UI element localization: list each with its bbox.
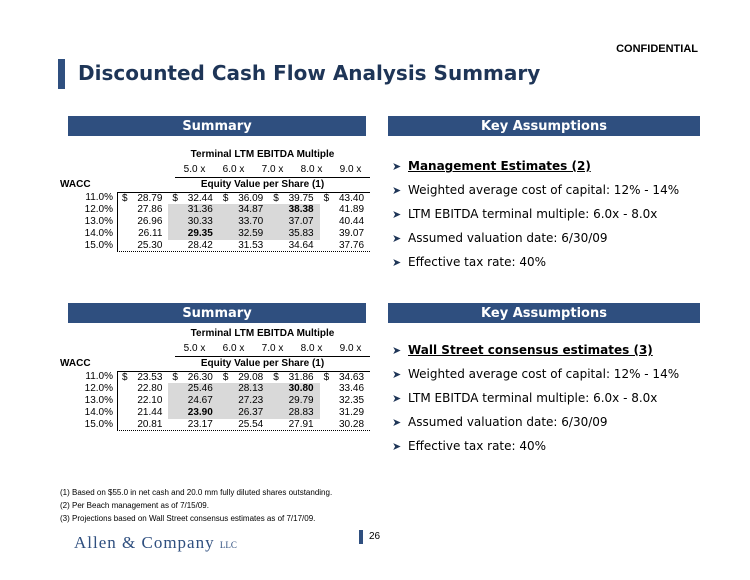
table-cell: 39.07 — [339, 228, 365, 239]
page-title: Discounted Cash Flow Analysis Summary — [78, 61, 541, 85]
table-row — [60, 240, 370, 252]
table-cell-highlighted: 35.83 — [269, 228, 319, 240]
table-cell-highlighted: 33.70 — [219, 216, 269, 228]
bullet-text: Weighted average cost of capital: 12% - 14% — [408, 367, 680, 381]
arrow-bullet-icon: ➤ — [392, 183, 402, 197]
key-assumptions-list-2 — [392, 338, 702, 458]
table-cell: 23.17 — [187, 419, 213, 430]
wacc-rate: 13.0% — [84, 216, 113, 227]
terminal-multiple-header: Terminal LTM EBITDA Multiple — [190, 328, 335, 339]
table-cell-highlighted: 37.07 — [269, 216, 319, 228]
currency-symbol: $ — [122, 193, 128, 204]
equity-value-header: Equity Value per Share (1) — [200, 358, 325, 369]
multiple-col: 6.0 x — [222, 343, 245, 354]
multiple-col: 5.0 x — [183, 164, 206, 175]
wacc-header-row — [60, 178, 370, 192]
currency-symbol: $ — [323, 193, 330, 204]
arrow-bullet-icon: ➤ — [392, 207, 402, 221]
bullet-item — [392, 202, 702, 226]
footnotes — [60, 486, 332, 525]
multiple-col: 7.0 x — [261, 164, 284, 175]
multiple-col: 8.0 x — [300, 343, 323, 354]
table-cell-highlighted: 34.87 — [219, 204, 269, 216]
multiple-columns — [175, 162, 370, 178]
wacc-rate: 14.0% — [84, 228, 113, 239]
equity-value-table-1 — [60, 148, 370, 252]
title-accent-bar — [58, 59, 65, 89]
confidential-label: CONFIDENTIAL — [616, 43, 698, 55]
table-cell: 31.53 — [238, 240, 264, 251]
cell-value: 32.44 — [187, 193, 213, 204]
table-row — [60, 419, 370, 431]
table-cell — [219, 372, 269, 383]
cell-value: 29.08 — [238, 372, 264, 383]
cell-value: 34.63 — [339, 372, 365, 383]
wacc-rate: 14.0% — [84, 407, 113, 418]
multiple-col: 8.0 x — [300, 164, 323, 175]
table-row — [60, 395, 370, 407]
wacc-label: WACC — [60, 179, 91, 190]
currency-symbol: $ — [222, 372, 229, 383]
table-cell: 22.80 — [137, 383, 163, 394]
page-number-accent — [359, 530, 363, 544]
table-cell: 34.64 — [288, 240, 314, 251]
table-cell-highlighted: 30.33 — [168, 216, 218, 228]
bullet-text: Effective tax rate: 40% — [408, 439, 547, 453]
wacc-rate: 15.0% — [84, 240, 113, 251]
bullet-item — [392, 410, 702, 434]
bullet-text: Assumed valuation date: 6/30/09 — [408, 231, 608, 245]
bullet-item — [392, 178, 702, 202]
table-cell-highlighted: 30.80 — [269, 383, 319, 395]
bullet-text: Effective tax rate: 40% — [408, 255, 547, 269]
footnote: (3) Projections based on Wall Street consensus estimates as of 7/17/09. — [60, 514, 316, 523]
cell-value: 23.53 — [137, 372, 163, 383]
bullet-heading — [392, 338, 702, 362]
multiple-col: 9.0 x — [339, 164, 362, 175]
table-row — [60, 192, 370, 204]
wacc-header-row — [60, 357, 370, 371]
currency-symbol: $ — [172, 193, 178, 204]
table-cell-highlighted: 32.59 — [219, 228, 269, 240]
cell-value: 39.75 — [288, 193, 314, 204]
currency-symbol: $ — [172, 372, 178, 383]
table-cell-highlighted: 28.83 — [269, 407, 319, 419]
equity-value-header: Equity Value per Share (1) — [200, 179, 325, 190]
bullet-item — [392, 386, 702, 410]
summary-header-2: Summary — [68, 303, 366, 323]
cell-value: 36.09 — [238, 193, 264, 204]
company-logo — [74, 533, 237, 553]
cell-value: 43.40 — [339, 193, 365, 204]
table-cell — [269, 193, 319, 204]
table-cell: 28.42 — [187, 240, 213, 251]
table-row — [60, 371, 370, 383]
wacc-rate: 15.0% — [84, 419, 113, 430]
wacc-label: WACC — [60, 358, 91, 369]
equity-value-table-2 — [60, 327, 370, 431]
summary-header-1: Summary — [68, 116, 366, 136]
key-assumptions-header-2: Key Assumptions — [388, 303, 700, 323]
table-cell-highlighted: 27.23 — [219, 395, 269, 407]
table-cell — [269, 372, 319, 383]
footnote: (1) Based on $55.0 in net cash and 20.0 mm fully diluted shares outstanding. — [60, 488, 333, 497]
table-cell: 30.28 — [339, 419, 365, 430]
table-cell-highlighted: 38.38 — [269, 204, 319, 216]
table-row — [60, 216, 370, 228]
bullet-text: LTM EBITDA terminal multiple: 6.0x - 8.0x — [408, 207, 658, 221]
currency-symbol: $ — [323, 372, 330, 383]
table-row — [60, 383, 370, 395]
table-cell — [168, 372, 218, 383]
cell-value: 26.30 — [187, 372, 213, 383]
table-cell-highlighted: 29.79 — [269, 395, 319, 407]
logo-suffix: LLC — [219, 540, 237, 550]
multiple-col: 9.0 x — [339, 343, 362, 354]
table-cell: 20.81 — [137, 419, 163, 430]
table-cell — [118, 193, 168, 204]
arrow-bullet-icon: ➤ — [392, 391, 402, 405]
table-cell: 25.54 — [238, 419, 264, 430]
currency-symbol: $ — [273, 372, 279, 383]
arrow-bullet-icon: ➤ — [392, 367, 402, 381]
page-number: 26 — [369, 531, 381, 542]
arrow-bullet-icon: ➤ — [392, 159, 402, 173]
table-cell-highlighted: 29.35 — [168, 228, 218, 240]
currency-symbol: $ — [222, 193, 229, 204]
table-cell: 27.91 — [288, 419, 314, 430]
multiple-columns — [175, 341, 370, 357]
currency-symbol: $ — [122, 372, 128, 383]
wacc-rate: 12.0% — [84, 204, 113, 215]
table-cell: 27.86 — [137, 204, 163, 215]
table-cell — [320, 193, 370, 204]
cell-value: 28.79 — [137, 193, 163, 204]
table-cell: 21.44 — [137, 407, 163, 418]
arrow-bullet-icon: ➤ — [392, 415, 402, 429]
arrow-bullet-icon: ➤ — [392, 255, 402, 269]
bullet-item — [392, 226, 702, 250]
multiple-col: 6.0 x — [222, 164, 245, 175]
table-cell: 31.29 — [339, 407, 365, 418]
table-cell: 25.30 — [137, 240, 163, 251]
bullet-heading-text: Management Estimates (2) — [408, 159, 591, 173]
wacc-rate: 12.0% — [84, 383, 113, 394]
wacc-rate: 13.0% — [84, 395, 113, 406]
bullet-item — [392, 362, 702, 386]
table-cell-highlighted: 24.67 — [168, 395, 218, 407]
arrow-bullet-icon: ➤ — [392, 231, 402, 245]
key-assumptions-header-1: Key Assumptions — [388, 116, 700, 136]
table-cell: 26.96 — [137, 216, 163, 227]
table-row — [60, 204, 370, 216]
table-row — [60, 228, 370, 240]
wacc-rate: 11.0% — [85, 192, 113, 203]
logo-name: Allen & Company — [74, 533, 215, 552]
table-cell-highlighted: 23.90 — [168, 407, 218, 419]
key-assumptions-list-1 — [392, 154, 702, 274]
cell-value: 31.86 — [288, 372, 314, 383]
arrow-bullet-icon: ➤ — [392, 343, 402, 357]
table-cell: 41.89 — [339, 204, 365, 215]
table-cell: 40.44 — [339, 216, 365, 227]
bullet-item — [392, 250, 702, 274]
bullet-text: Assumed valuation date: 6/30/09 — [408, 415, 608, 429]
bullet-text: Weighted average cost of capital: 12% - 14% — [408, 183, 680, 197]
table-cell: 37.76 — [339, 240, 365, 251]
terminal-multiple-header: Terminal LTM EBITDA Multiple — [190, 149, 335, 160]
wacc-rate: 11.0% — [85, 371, 113, 382]
table-cell — [168, 193, 218, 204]
table-row — [60, 407, 370, 419]
arrow-bullet-icon: ➤ — [392, 439, 402, 453]
table-cell-highlighted: 31.36 — [168, 204, 218, 216]
table-cell: 22.10 — [137, 395, 163, 406]
table-cell-highlighted: 26.37 — [219, 407, 269, 419]
table-cell-highlighted: 28.13 — [219, 383, 269, 395]
multiple-col: 5.0 x — [183, 343, 206, 354]
table-cell — [219, 193, 269, 204]
bullet-text: LTM EBITDA terminal multiple: 6.0x - 8.0x — [408, 391, 658, 405]
table-cell: 33.46 — [339, 383, 365, 394]
table-cell — [118, 372, 168, 383]
table-cell: 26.11 — [138, 228, 163, 239]
table-cell-highlighted: 25.46 — [168, 383, 218, 395]
bullet-item — [392, 434, 702, 458]
table-cell: 32.35 — [339, 395, 365, 406]
footnote: (2) Per Beach management as of 7/15/09. — [60, 501, 209, 510]
multiple-col: 7.0 x — [261, 343, 284, 354]
table-cell — [320, 372, 370, 383]
currency-symbol: $ — [273, 193, 279, 204]
bullet-heading-text: Wall Street consensus estimates (3) — [408, 343, 653, 357]
bullet-heading — [392, 154, 702, 178]
